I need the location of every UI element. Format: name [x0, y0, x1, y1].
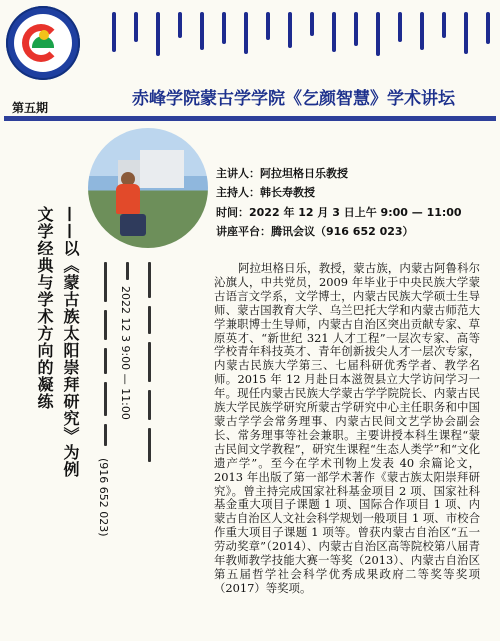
header-divider	[4, 116, 496, 121]
mongolian-vertical-text	[98, 262, 204, 572]
platform-line: 讲座平台：腾讯会议（916 652 023）	[216, 225, 414, 238]
host-line: 主持人：韩长寿教授	[216, 186, 315, 199]
mongolian-script-header	[112, 12, 490, 58]
mongolian-line-2	[120, 262, 134, 572]
speaker-bio: 阿拉坦格日乐，教授，蒙古族，内蒙古阿鲁科尔沁旗人，中共党员，2009 年毕业于中央民族大学蒙古语言文学系，文学博士，内蒙古民族大学硕士生导师、蒙古国教育大学、乌兰巴托大学和内蒙古师范大学兼职博士生导师，内蒙古自治区突出贡献专家、草原英才、“新世纪 321 人才工程”一层次专家、高等学校青年科技英才、青年创新拔尖人才一层次专家，内蒙古民族大学第三、七届科研优秀学者、教学名师。2015 年 12 月赴日本滋贺县立大学访问学习一年。现任内蒙古民族大学蒙古学学院院长、内蒙古民族大学民族学研究所蒙古学研究中心主任职务和中国蒙古学学会常务理事、内蒙古民间文艺学协会副会长、常务理事等社会兼职。主要讲授本科生课程“蒙古民间文学教程”，研究生课程“生态人类学”和“文化遗产学”。至今在学术刊物上发表 40 余篇论文，2013 年出版了第一部学术著作《蒙古族太阳崇拜研究》。曾主持完成国家社科基金项目 2 项、国家社科基金重大项目子课题 1 项、国际合作项目 1 项、内蒙古自治区人文社会科学规划一般项目 1 项、市校合作重大项目子课题 1 项等。曾获内蒙古自治区“五一劳动奖章”（2014）、内蒙古自治区高等院校第八届青年教师教学技能大赛一等奖（2013）、内蒙古自治区第五届哲学社会科学优秀成果政府二等奖等奖项（2017）等奖项。	[214, 261, 480, 595]
mongolian-meeting-id: (916 652 023)	[97, 458, 110, 537]
lecture-title-sub: ——以《蒙古族太阳崇拜研究》为例	[61, 206, 80, 478]
mongolian-line-1	[98, 262, 112, 572]
mongolian-line-3	[142, 262, 156, 572]
university-logo-icon	[6, 6, 80, 80]
time-line: 时间：2022 年 12 月 3 日上午 9:00 — 11:00	[216, 206, 462, 219]
speaker-line: 主讲人：阿拉坦格日乐教授	[216, 167, 348, 180]
mongolian-time: 2022 12 3 9:00 — 11:00	[119, 286, 132, 420]
page-title: 赤峰学院蒙古学学院《乞颜智慧》学术讲坛	[132, 89, 455, 109]
issue-label: 第五期	[12, 101, 49, 115]
speaker-photo	[88, 128, 208, 248]
lecture-title-main: 文学经典与学术方向的凝练	[35, 206, 54, 410]
